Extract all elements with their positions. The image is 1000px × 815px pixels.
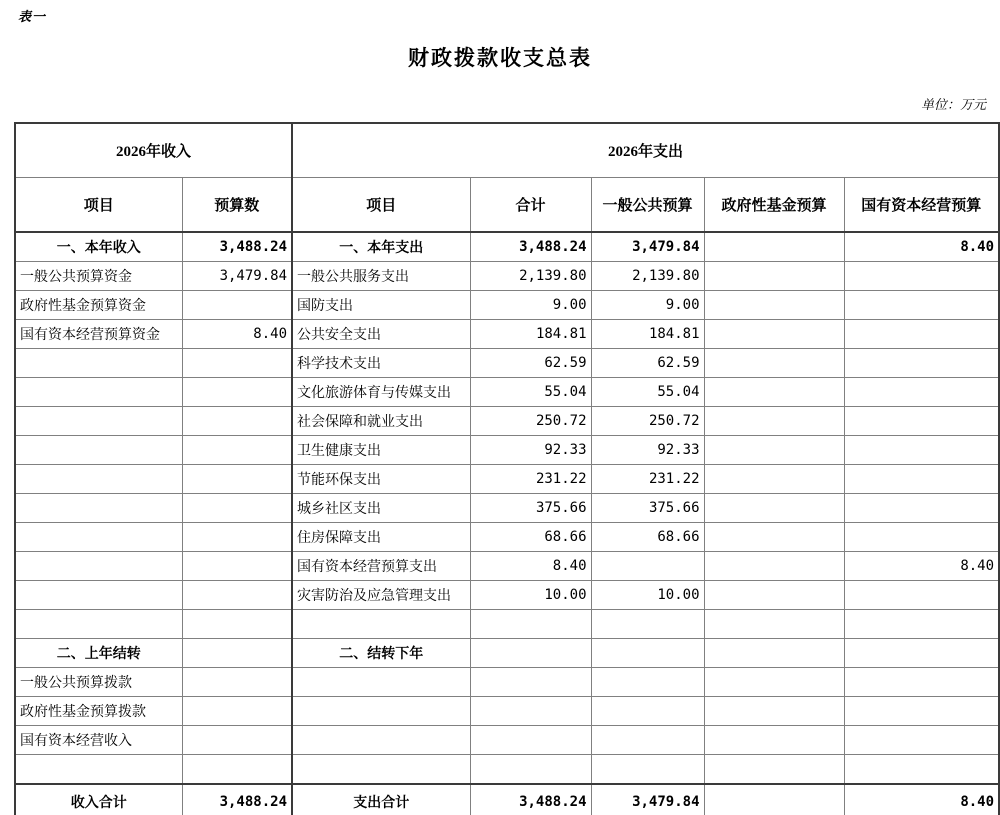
header-state-capital-budget: 国有资本经营预算 [844, 178, 999, 233]
item-cell [292, 726, 470, 755]
value-cell: 375.66 [470, 494, 591, 523]
table-row [15, 494, 999, 523]
value-cell: 2,139.80 [470, 262, 591, 291]
value-cell [704, 349, 844, 378]
value-cell [704, 755, 844, 785]
table-row [15, 465, 999, 494]
value-cell: 68.66 [470, 523, 591, 552]
unit-label: 单位：万元 [920, 97, 986, 112]
value-cell [844, 465, 999, 494]
value-cell [182, 291, 292, 320]
table-row [15, 581, 999, 610]
value-cell: 375.66 [591, 494, 704, 523]
value-cell [470, 610, 591, 639]
item-cell: 二、上年结转 [15, 639, 182, 668]
value-cell [704, 436, 844, 465]
item-cell: 一、本年收入 [15, 232, 182, 262]
item-cell: 一般公共预算拨款 [15, 668, 182, 697]
value-cell [470, 726, 591, 755]
value-cell: 62.59 [591, 349, 704, 378]
item-cell [15, 755, 182, 785]
item-cell [292, 755, 470, 785]
value-cell: 92.33 [591, 436, 704, 465]
value-cell [704, 668, 844, 697]
value-cell [591, 668, 704, 697]
value-cell: 8.40 [470, 552, 591, 581]
value-cell [182, 465, 292, 494]
item-cell [15, 349, 182, 378]
header-expense-item: 项目 [292, 178, 470, 233]
value-cell [844, 407, 999, 436]
value-cell [704, 407, 844, 436]
item-cell: 卫生健康支出 [292, 436, 470, 465]
value-cell [704, 552, 844, 581]
table-row [15, 523, 999, 552]
value-cell [182, 436, 292, 465]
table-row [15, 262, 999, 291]
value-cell [844, 320, 999, 349]
item-cell [15, 523, 182, 552]
item-cell: 一般公共预算资金 [15, 262, 182, 291]
value-cell [844, 639, 999, 668]
item-cell: 收入合计 [15, 784, 182, 815]
value-cell [704, 465, 844, 494]
value-cell [704, 581, 844, 610]
value-cell [182, 697, 292, 726]
value-cell [844, 349, 999, 378]
item-cell: 国有资本经营预算支出 [292, 552, 470, 581]
value-cell [182, 610, 292, 639]
value-cell: 3,488.24 [182, 232, 292, 262]
value-cell [844, 523, 999, 552]
value-cell: 3,488.24 [470, 232, 591, 262]
item-cell [15, 610, 182, 639]
table-row [15, 639, 999, 668]
value-cell [591, 639, 704, 668]
value-cell [704, 726, 844, 755]
income-group-header: 2026年收入 [15, 123, 292, 178]
value-cell: 8.40 [844, 232, 999, 262]
item-cell: 支出合计 [292, 784, 470, 815]
value-cell [182, 668, 292, 697]
value-cell: 184.81 [470, 320, 591, 349]
item-cell: 社会保障和就业支出 [292, 407, 470, 436]
value-cell: 10.00 [591, 581, 704, 610]
page-title: 财政拨款收支总表 [408, 46, 592, 70]
value-cell [182, 755, 292, 785]
value-cell [704, 784, 844, 815]
item-cell [15, 407, 182, 436]
item-cell: 文化旅游体育与传媒支出 [292, 378, 470, 407]
item-cell: 一、本年支出 [292, 232, 470, 262]
value-cell [844, 262, 999, 291]
value-cell [182, 523, 292, 552]
item-cell [15, 378, 182, 407]
value-cell [182, 639, 292, 668]
value-cell [182, 726, 292, 755]
item-cell [292, 668, 470, 697]
column-header-row [15, 178, 999, 233]
value-cell [704, 639, 844, 668]
item-cell: 国有资本经营预算资金 [15, 320, 182, 349]
item-cell: 节能环保支出 [292, 465, 470, 494]
table-body [15, 232, 999, 815]
budget-table [14, 122, 1000, 815]
value-cell [591, 726, 704, 755]
value-cell [182, 581, 292, 610]
value-cell [182, 552, 292, 581]
value-cell [182, 349, 292, 378]
item-cell: 国有资本经营收入 [15, 726, 182, 755]
value-cell [844, 697, 999, 726]
table-row [15, 436, 999, 465]
value-cell: 3,479.84 [591, 784, 704, 815]
value-cell [704, 320, 844, 349]
item-cell: 政府性基金预算资金 [15, 291, 182, 320]
table-label: 表一 [18, 9, 47, 24]
item-cell: 科学技术支出 [292, 349, 470, 378]
item-cell: 一般公共服务支出 [292, 262, 470, 291]
expense-group-header: 2026年支出 [292, 123, 999, 178]
item-cell [15, 552, 182, 581]
blank-row [15, 755, 999, 785]
header-income-budget: 预算数 [182, 178, 292, 233]
table-row [15, 349, 999, 378]
value-cell: 10.00 [470, 581, 591, 610]
value-cell [844, 668, 999, 697]
value-cell [704, 378, 844, 407]
value-cell [844, 755, 999, 785]
value-cell [470, 668, 591, 697]
value-cell: 9.00 [470, 291, 591, 320]
value-cell [470, 755, 591, 785]
value-cell [844, 436, 999, 465]
value-cell: 8.40 [844, 784, 999, 815]
header-gov-fund-budget: 政府性基金预算 [704, 178, 844, 233]
table-row [15, 726, 999, 755]
value-cell [704, 494, 844, 523]
value-cell: 8.40 [844, 552, 999, 581]
item-cell: 公共安全支出 [292, 320, 470, 349]
value-cell [704, 610, 844, 639]
item-cell [15, 465, 182, 494]
value-cell [591, 552, 704, 581]
value-cell [844, 378, 999, 407]
table-row [15, 291, 999, 320]
value-cell: 3,479.84 [591, 232, 704, 262]
value-cell [591, 610, 704, 639]
value-cell: 92.33 [470, 436, 591, 465]
item-cell [292, 610, 470, 639]
value-cell [704, 232, 844, 262]
item-cell: 二、结转下年 [292, 639, 470, 668]
item-cell: 政府性基金预算拨款 [15, 697, 182, 726]
value-cell [704, 262, 844, 291]
group-header-row [15, 123, 999, 178]
value-cell: 3,479.84 [182, 262, 292, 291]
item-cell [292, 697, 470, 726]
value-cell [844, 291, 999, 320]
table-row [15, 232, 999, 262]
value-cell [591, 697, 704, 726]
value-cell [704, 697, 844, 726]
value-cell [844, 726, 999, 755]
item-cell [15, 494, 182, 523]
table-row [15, 784, 999, 815]
table-row [15, 320, 999, 349]
value-cell: 3,488.24 [182, 784, 292, 815]
value-cell [704, 291, 844, 320]
header-general-public-budget: 一般公共预算 [591, 178, 704, 233]
value-cell: 68.66 [591, 523, 704, 552]
value-cell [844, 581, 999, 610]
item-cell [15, 581, 182, 610]
value-cell: 231.22 [591, 465, 704, 494]
value-cell [470, 639, 591, 668]
value-cell: 184.81 [591, 320, 704, 349]
table-row [15, 407, 999, 436]
item-cell [15, 436, 182, 465]
table-row [15, 378, 999, 407]
value-cell: 9.00 [591, 291, 704, 320]
item-cell: 国防支出 [292, 291, 470, 320]
value-cell: 8.40 [182, 320, 292, 349]
value-cell [844, 494, 999, 523]
value-cell: 2,139.80 [591, 262, 704, 291]
value-cell: 55.04 [591, 378, 704, 407]
value-cell: 250.72 [591, 407, 704, 436]
value-cell: 62.59 [470, 349, 591, 378]
value-cell [182, 378, 292, 407]
header-expense-total: 合计 [470, 178, 591, 233]
item-cell: 城乡社区支出 [292, 494, 470, 523]
value-cell: 3,488.24 [470, 784, 591, 815]
item-cell: 灾害防治及应急管理支出 [292, 581, 470, 610]
value-cell [182, 407, 292, 436]
blank-row [15, 610, 999, 639]
table-row [15, 552, 999, 581]
value-cell [182, 494, 292, 523]
value-cell [844, 610, 999, 639]
value-cell: 231.22 [470, 465, 591, 494]
table-row [15, 697, 999, 726]
item-cell: 住房保障支出 [292, 523, 470, 552]
value-cell: 250.72 [470, 407, 591, 436]
header-income-item: 项目 [15, 178, 182, 233]
table-row [15, 668, 999, 697]
value-cell [591, 755, 704, 785]
value-cell: 55.04 [470, 378, 591, 407]
value-cell [704, 523, 844, 552]
value-cell [470, 697, 591, 726]
